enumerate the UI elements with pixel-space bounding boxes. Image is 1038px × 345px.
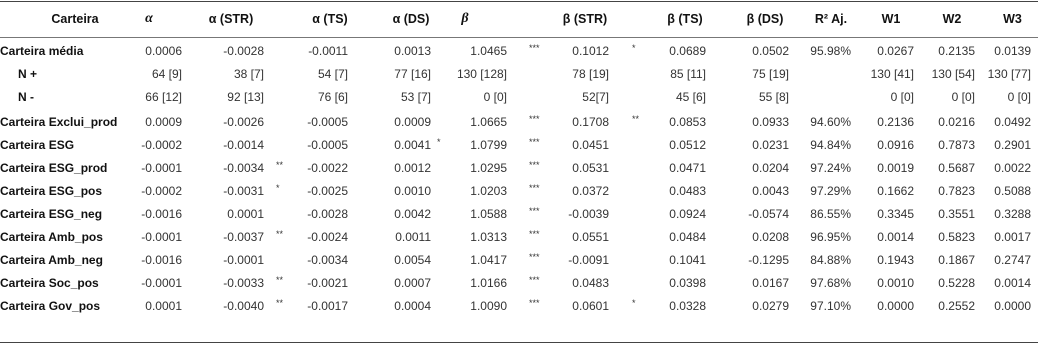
table-cell: -0.0021 <box>307 276 348 290</box>
table-cell: 0.0013 <box>394 44 431 58</box>
table-cell: 0.0011 <box>395 230 431 244</box>
header-alpha-ts <box>300 9 360 29</box>
row-label: Carteira ESG <box>0 138 75 152</box>
significance-marker: ** <box>276 160 284 170</box>
table-cell: 1.0417 <box>470 253 507 267</box>
table-cell: 0.0001 <box>145 299 182 313</box>
table-cell: 0.0531 <box>572 161 609 175</box>
table-cell: 0.0006 <box>145 44 182 58</box>
significance-marker: * <box>276 183 280 193</box>
significance-marker: *** <box>529 252 540 262</box>
header-beta-ds-label: β (DS) <box>746 12 784 26</box>
significance-marker: ** <box>276 229 284 239</box>
header-beta-str-label: β (STR) <box>562 12 608 26</box>
table-cell: 0.0398 <box>669 276 706 290</box>
table-cell: -0.0574 <box>748 207 789 221</box>
row-label: Carteira Gov_pos <box>0 299 101 313</box>
significance-marker: ** <box>632 114 640 124</box>
row-label: Carteira Exclui_prod <box>0 115 118 129</box>
header-alpha-ds <box>376 9 446 29</box>
header-w2: W2 <box>942 12 962 26</box>
table-cell: -0.0017 <box>307 299 348 313</box>
table-cell: 92 [13] <box>227 90 264 104</box>
table-cell: 0.5687 <box>938 161 975 175</box>
table-cell: 130 [54] <box>931 67 975 81</box>
table-cell: 0.2135 <box>938 44 975 58</box>
table-cell: 0.0012 <box>394 161 431 175</box>
table-cell: -0.0001 <box>141 276 182 290</box>
row-label: N - <box>18 90 34 104</box>
table-cell: 0.0328 <box>669 299 706 313</box>
table-cell: 0.0372 <box>572 184 609 198</box>
table-cell: 0.0484 <box>669 230 706 244</box>
table-cell: 0.0502 <box>752 44 789 58</box>
header-beta-ds <box>730 9 800 29</box>
table-cell: 0.0001 <box>227 207 264 221</box>
table-cell: -0.0016 <box>141 253 182 267</box>
significance-marker: * <box>437 137 441 147</box>
table-cell: 94.60% <box>810 115 851 129</box>
table-cell: -0.0016 <box>141 207 182 221</box>
table-cell: 66 [12] <box>145 90 182 104</box>
table-cell: -0.0002 <box>141 138 182 152</box>
table-cell: 45 [6] <box>675 90 706 104</box>
table-cell: -0.0001 <box>141 161 182 175</box>
table-bottom-rule <box>0 342 1038 343</box>
table-cell: 0 [0] <box>890 90 914 104</box>
table-cell: 0.1041 <box>669 253 706 267</box>
header-alpha-ts-label: α (TS) <box>312 12 348 26</box>
table-cell: 0.0007 <box>394 276 431 290</box>
table-cell: 0.1867 <box>938 253 975 267</box>
table-cell: -0.0040 <box>223 299 264 313</box>
table-cell: 0.0004 <box>394 299 431 313</box>
table-row <box>0 180 1038 203</box>
table-cell: 97.29% <box>810 184 851 198</box>
significance-marker: *** <box>529 275 540 285</box>
table-cell: 77 [16] <box>394 67 431 81</box>
table-cell: 0.0009 <box>394 115 431 129</box>
significance-marker: ** <box>276 298 284 308</box>
table-cell: 130 [128] <box>456 67 507 81</box>
table-cell: 64 [9] <box>151 67 182 81</box>
table-cell: 0.0010 <box>394 184 431 198</box>
table-row <box>0 63 1038 86</box>
table-cell: 75 [19] <box>752 67 789 81</box>
table-cell: -0.0005 <box>307 115 348 129</box>
row-label: Carteira ESG_neg <box>0 207 103 221</box>
table-cell: 0.2747 <box>994 253 1031 267</box>
table-cell: 97.68% <box>810 276 851 290</box>
table-cell: 0 [0] <box>951 90 975 104</box>
table-cell: 130 [41] <box>870 67 914 81</box>
table-cell: 1.0799 <box>470 138 507 152</box>
significance-marker: *** <box>529 298 540 308</box>
table-cell: 0.0139 <box>994 44 1031 58</box>
table-cell: -0.0037 <box>223 230 264 244</box>
header-carteira: Carteira <box>51 12 99 26</box>
table-row <box>0 86 1038 109</box>
header-w3: W3 <box>1003 12 1022 26</box>
table-cell: 95.98% <box>810 44 851 58</box>
table-cell: -0.0034 <box>223 161 264 175</box>
table-row <box>0 40 1038 63</box>
significance-marker: *** <box>529 160 540 170</box>
table-cell: 97.24% <box>810 161 851 175</box>
significance-marker: *** <box>529 229 540 239</box>
table-cell: 0.7873 <box>938 138 975 152</box>
header-rule <box>0 37 1038 38</box>
table-cell: 130 [77] <box>987 67 1031 81</box>
table-cell: 0.5823 <box>938 230 975 244</box>
table-cell: 96.95% <box>810 230 851 244</box>
significance-marker: ** <box>276 275 284 285</box>
header-beta-ts-label: β (TS) <box>667 12 703 26</box>
table-cell: 0.5088 <box>994 184 1031 198</box>
table-cell: 0.0204 <box>752 161 789 175</box>
table-cell: 0 [0] <box>483 90 507 104</box>
table-cell: 0.0014 <box>994 276 1031 290</box>
table-cell: 0.0167 <box>752 276 789 290</box>
table-cell: 0.0451 <box>572 138 609 152</box>
header-alpha-str <box>196 9 266 29</box>
table-cell: 0.0054 <box>394 253 431 267</box>
table-cell: -0.0028 <box>307 207 348 221</box>
header-alpha-str-label: α (STR) <box>208 12 254 26</box>
table-cell: -0.0025 <box>307 184 348 198</box>
table-cell: -0.0034 <box>307 253 348 267</box>
table-row <box>0 157 1038 180</box>
table-cell: 1.0295 <box>470 161 507 175</box>
header-beta-ts <box>655 9 715 29</box>
table-cell: 38 [7] <box>233 67 264 81</box>
table-cell: 1.0665 <box>470 115 507 129</box>
table-cell: 0.0009 <box>145 115 182 129</box>
row-label: Carteira Amb_pos <box>0 230 103 244</box>
table-cell: 94.84% <box>810 138 851 152</box>
table-cell: -0.0031 <box>223 184 264 198</box>
table-cell: 0 [0] <box>1007 90 1031 104</box>
table-cell: 86.55% <box>810 207 851 221</box>
table-cell: 0.0017 <box>994 230 1031 244</box>
table-cell: 0.0853 <box>669 115 706 129</box>
table-row <box>0 203 1038 226</box>
table-cell: 0.2901 <box>994 138 1031 152</box>
table-cell: 84.88% <box>810 253 851 267</box>
table-cell: 0.0010 <box>877 276 914 290</box>
row-label: Carteira ESG_pos <box>0 184 103 198</box>
table-cell: 78 [19] <box>572 67 609 81</box>
table-cell: 55 [8] <box>758 90 789 104</box>
table-cell: 1.0313 <box>470 230 507 244</box>
table-cell: -0.0039 <box>568 207 609 221</box>
table-row <box>0 272 1038 295</box>
table-cell: 0.0042 <box>394 207 431 221</box>
table-cell: 0.0483 <box>572 276 609 290</box>
table-cell: 0.7823 <box>938 184 975 198</box>
header-alpha: α <box>145 11 153 26</box>
table-cell: 1.0166 <box>470 276 507 290</box>
table-cell: 0.0471 <box>669 161 706 175</box>
table-cell: 0.0014 <box>877 230 914 244</box>
table-cell: 0.0279 <box>752 299 789 313</box>
table-cell: 0.0512 <box>669 138 706 152</box>
table-cell: -0.0005 <box>307 138 348 152</box>
table-cell: 0.0019 <box>877 161 914 175</box>
table-cell: 0.0924 <box>669 207 706 221</box>
table-cell: 0.3288 <box>994 207 1031 221</box>
table-cell: 0.0933 <box>752 115 789 129</box>
significance-marker: *** <box>529 114 540 124</box>
header-beta: β <box>461 11 469 26</box>
table-cell: 0.0551 <box>572 230 609 244</box>
table-cell: 0.0231 <box>752 138 789 152</box>
table-cell: 0.0041 <box>394 138 431 152</box>
table-cell: 0.1662 <box>877 184 914 198</box>
header-r2-adj: R² Aj. <box>814 12 848 26</box>
table-cell: 0.0483 <box>669 184 706 198</box>
table-cell: 54 [7] <box>317 67 348 81</box>
table-cell: 1.0465 <box>470 44 507 58</box>
table-cell: -0.0028 <box>223 44 264 58</box>
header-w1: W1 <box>881 12 901 26</box>
table-cell: -0.0033 <box>223 276 264 290</box>
table-cell: 0.2552 <box>938 299 975 313</box>
table-cell: 0.0043 <box>752 184 789 198</box>
table-cell: 0.0208 <box>752 230 789 244</box>
table-cell: -0.0001 <box>223 253 264 267</box>
table-row <box>0 111 1038 134</box>
table-cell: -0.0011 <box>308 44 348 58</box>
table-cell: -0.0026 <box>223 115 264 129</box>
table-cell: 0.0916 <box>877 138 914 152</box>
table-row <box>0 226 1038 249</box>
table-row <box>0 249 1038 272</box>
header-alpha-ds-label: α (DS) <box>392 12 430 26</box>
table-cell: 0.0492 <box>994 115 1031 129</box>
significance-marker: *** <box>529 43 540 53</box>
table-top-rule <box>0 1 1038 2</box>
table-cell: -0.1295 <box>748 253 789 267</box>
significance-marker: *** <box>529 206 540 216</box>
table-cell: -0.0001 <box>141 230 182 244</box>
table-cell: 0.0601 <box>572 299 609 313</box>
table-row <box>0 295 1038 318</box>
table-cell: 1.0090 <box>470 299 507 313</box>
row-label: N + <box>18 67 38 81</box>
table-cell: 0.0689 <box>669 44 706 58</box>
table-cell: 0.0000 <box>877 299 914 313</box>
table-cell: 0.5228 <box>938 276 975 290</box>
significance-marker: * <box>632 298 636 308</box>
table-cell: 53 [7] <box>400 90 431 104</box>
table-cell: -0.0091 <box>568 253 609 267</box>
table-cell: -0.0002 <box>141 184 182 198</box>
table-cell: 0.2136 <box>877 115 914 129</box>
table-cell: 76 [6] <box>317 90 348 104</box>
table-cell: -0.0014 <box>223 138 264 152</box>
row-label: Carteira Soc_pos <box>0 276 99 290</box>
row-label: Carteira média <box>0 44 84 58</box>
table-cell: 1.0588 <box>470 207 507 221</box>
table-cell: 0.1012 <box>572 44 609 58</box>
table-cell: -0.0022 <box>307 161 348 175</box>
table-cell: 97.10% <box>810 299 851 313</box>
significance-marker: *** <box>529 183 540 193</box>
significance-marker: *** <box>529 137 540 147</box>
table-cell: 0.0022 <box>994 161 1031 175</box>
header-beta-str <box>550 9 620 29</box>
table-cell: 0.0216 <box>938 115 975 129</box>
table-cell: 0.1708 <box>572 115 609 129</box>
table-cell: 0.0000 <box>994 299 1031 313</box>
table-cell: 1.0203 <box>470 184 507 198</box>
significance-marker: * <box>632 43 636 53</box>
table-cell: 52[7] <box>582 90 609 104</box>
row-label: Carteira ESG_prod <box>0 161 108 175</box>
table-cell: 85 [11] <box>670 67 706 81</box>
table-cell: 0.3345 <box>877 207 914 221</box>
row-label: Carteira Amb_neg <box>0 253 103 267</box>
table-cell: 0.1943 <box>877 253 914 267</box>
table-cell: -0.0024 <box>307 230 348 244</box>
table-cell: 0.3551 <box>938 207 975 221</box>
table-row <box>0 134 1038 157</box>
table-cell: 0.0267 <box>877 44 914 58</box>
